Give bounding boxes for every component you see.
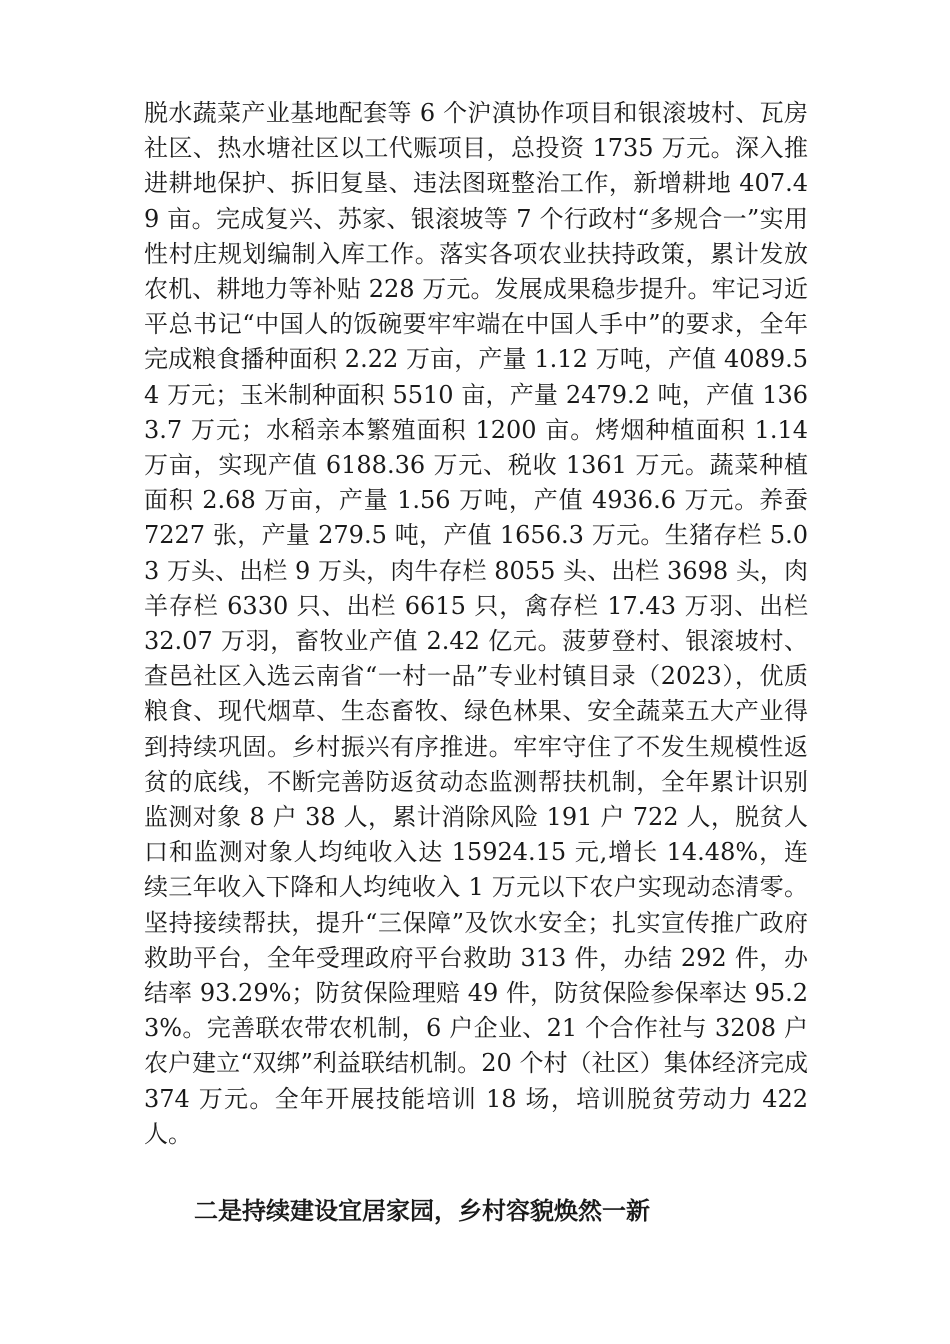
section-heading: 二是持续建设宜居家园，乡村容貌焕然一新 bbox=[194, 1197, 650, 1225]
body-paragraph: 脱水蔬菜产业基地配套等 6 个沪滇协作项目和银滚坡村、瓦房社区、热水塘社区以工代赈项目，总投资 1735 万元。深入推进耕地保护、拆旧复垦、违法图斑整治工作，新增耕地 407.49 亩。完成复兴、苏家、银滚坡等 7 个行政村“多规合一”实用性村庄规划编制入库工作。落实各项农业扶持政策，累计发放农机、耕地力等补贴 228 万元。发展成果稳步提升。牢记习近平总书记“中国人的饭碗要牢牢端在中国人手中”的要求，全年完成粮食播种面积 2.22 万亩，产量 1.12 万吨，产值 4089.54 万元；玉米制种面积 5510 亩，产量 2479.2 吨，产值 1363.7 万元；水稻亲本繁殖面积 1200 亩。烤烟种植面积 1.14 万亩，实现产值 6188.36 万元、税收 1361 万元。蔬菜种植面积 2.68 万亩，产量 1.56 万吨，产值 4936.6 万元。养蚕 7227 张，产量 279.5 吨，产值 1656.3 万元。生猪存栏 5.03 万头、出栏 9 万头，肉牛存栏 8055 头、出栏 3698 头，肉羊存栏 6330 只、出栏 6615 只，禽存栏 17.43 万羽、出栏 32.07 万羽，畜牧业产值 2.42 亿元。菠萝登村、银滚坡村、查邑社区入选云南省“一村一品”专业村镇目录（2023），优质粮食、现代烟草、生态畜牧、绿色林果、安全蔬菜五大产业得到持续巩固。乡村振兴有序推进。牢牢守住了不发生规模性返贫的底线，不断完善防返贫动态监测帮扶机制，全年累计识别监测对象 8 户 38 人，累计消除风险 191 户 722 人，脱贫人口和监测对象人均纯收入达 15924.15 元,增长 14.48%，连续三年收入下降和人均纯收入 1 万元以下农户实现动态清零。坚持接续帮扶，提升“三保障”及饮水安全；扎实宣传推广政府救助平台，全年受理政府平台救助 313 件，办结 292 件，办结率 93.29%；防贫保险理赔 49 件，防贫保险参保率达 95.23%。完善联农带农机制，6 户企业、21 个合作社与 3208 户农户建立“双绑”利益联结机制。20 个村（社区）集体经济完成 374 万元。全年开展技能培训 18 场，培训脱贫劳动力 422 人。 bbox=[144, 99, 808, 1148]
